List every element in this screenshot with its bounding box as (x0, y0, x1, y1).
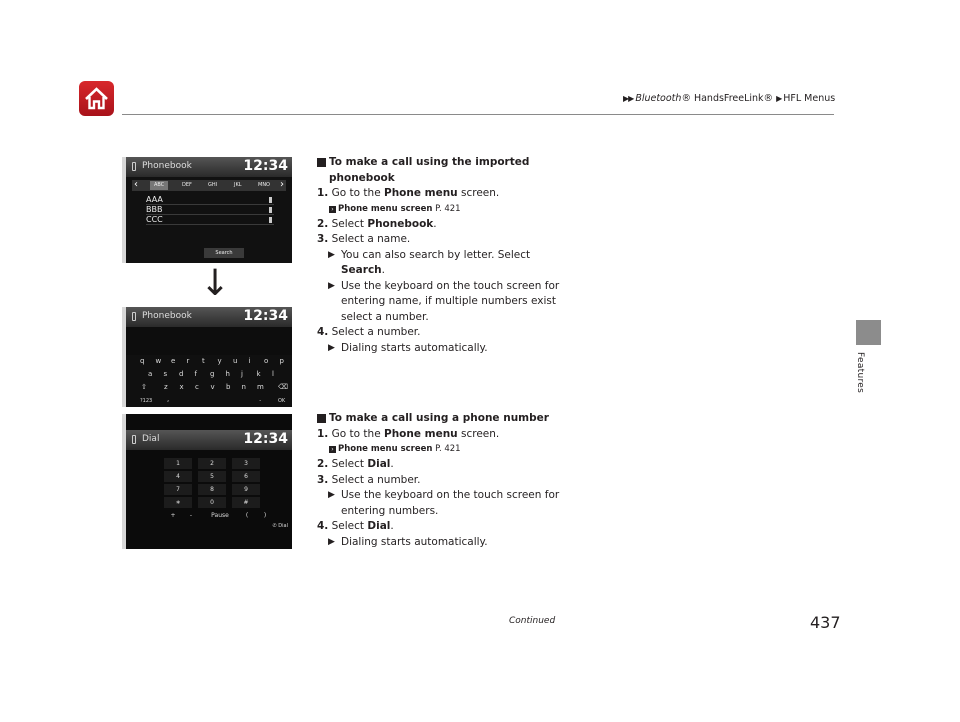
continued-label: Continued (509, 616, 556, 626)
sub-step: ▶ Dialing starts automatically. (317, 535, 577, 551)
dial-key-minus[interactable]: - (189, 512, 193, 519)
key-d[interactable]: d (179, 370, 184, 378)
breadcrumb-arrow-icon: ▶ (776, 94, 782, 103)
key-f[interactable]: f (194, 370, 197, 378)
sub-step: ▶ Use the keyboard on the touch screen for entering name, if multiple numbers exist select a number. (328, 279, 560, 323)
bullet-triangle-icon: ▶ (328, 280, 335, 291)
screen-title-bar (126, 307, 292, 327)
key-j[interactable]: j (241, 370, 243, 378)
period-key[interactable]: . (259, 395, 262, 403)
cross-reference-link[interactable]: › Phone menu screen P. 421 (317, 442, 577, 457)
breadcrumb-item-bluetooth[interactable]: Bluetooth (635, 93, 682, 104)
instructions-phone-number (317, 411, 577, 550)
key-e[interactable]: e (171, 357, 176, 365)
letter-tab-ghi[interactable]: GHI (208, 182, 218, 188)
dial-key-open-paren[interactable]: ( (245, 512, 249, 519)
step-1: 1. Go to the Phone menu screen. (317, 427, 500, 440)
key-u[interactable]: u (233, 357, 238, 365)
screen-title: Dial (142, 434, 160, 444)
home-button[interactable] (79, 81, 114, 116)
dial-key-8[interactable]: 8 (198, 484, 226, 495)
sub-step: ▶ Dialing starts automatically. (317, 341, 577, 357)
reference-arrow-icon: › (329, 446, 336, 453)
dial-key-7[interactable]: 7 (164, 484, 192, 495)
key-b[interactable]: b (226, 383, 231, 391)
dial-key-plus[interactable]: + (170, 512, 176, 519)
dial-key-hash[interactable]: # (232, 497, 260, 508)
contact-type-icon (269, 197, 272, 203)
key-o[interactable]: o (264, 357, 269, 365)
dial-key-0[interactable]: 0 (198, 497, 226, 508)
section-heading: To make a call using the imported phonebook (317, 155, 577, 186)
key-m[interactable]: m (257, 383, 264, 391)
dial-key-5[interactable]: 5 (198, 471, 226, 482)
clock: 12:34 (243, 431, 288, 447)
step-4: 4. Select a number. (317, 326, 421, 338)
step-1: 1. Go to the Phone menu screen. (317, 187, 500, 199)
key-k[interactable]: k (256, 370, 261, 378)
dial-key-star[interactable]: ∗ (164, 497, 192, 508)
key-v[interactable]: v (210, 383, 215, 391)
key-c[interactable]: c (195, 383, 199, 391)
search-button[interactable]: Search (204, 248, 244, 258)
letter-tab-mno[interactable]: MNO (258, 182, 270, 188)
cross-reference-link[interactable]: › Phone menu screen P. 421 (317, 202, 577, 217)
letter-tab-def[interactable]: DEF (182, 182, 192, 188)
mobile-phone-icon (269, 207, 272, 213)
letter-tabs (132, 180, 286, 191)
step-3: 3. Select a number. (317, 473, 421, 486)
dial-key-4[interactable]: 4 (164, 471, 192, 482)
screen-title-bar (126, 430, 292, 450)
handset-icon: ✆ (272, 523, 279, 529)
clock: 12:34 (243, 158, 288, 174)
mobile-phone-icon (269, 217, 272, 223)
key-a[interactable]: a (148, 370, 153, 378)
sub-step: ▶ You can also search by letter. Select Search. (328, 248, 531, 276)
clock: 12:34 (243, 308, 288, 324)
phone-icon (132, 435, 136, 444)
section-heading: To make a call using a phone number (317, 411, 577, 427)
letter-tab-jkl[interactable]: JKL (234, 182, 242, 188)
mode-key[interactable]: ?123 (140, 398, 153, 404)
key-n[interactable]: n (241, 383, 246, 391)
arrow-down-icon: ↓ (200, 263, 231, 304)
dial-key-2[interactable]: 2 (198, 458, 226, 469)
ok-key[interactable]: OK (278, 398, 286, 404)
on-screen-keyboard (126, 355, 292, 407)
step-3: 3. Select a name. (317, 233, 411, 245)
key-p[interactable]: p (279, 357, 284, 365)
reference-arrow-icon: › (329, 206, 336, 213)
key-s[interactable]: s (163, 370, 168, 378)
screen-title-bar (126, 157, 292, 177)
key-r[interactable]: r (186, 357, 190, 365)
step-4: 4. Select Dial. (317, 520, 394, 532)
breadcrumb-item-hfl-menus[interactable]: HFL Menus (783, 93, 836, 104)
key-l[interactable]: l (272, 370, 274, 378)
section-label: Features (855, 352, 865, 394)
key-z[interactable]: z (164, 383, 168, 391)
home-icon (83, 85, 110, 112)
bullet-triangle-icon: ▶ (328, 536, 335, 547)
dial-pad-screen (122, 414, 292, 549)
letter-tab-abc[interactable]: ABC (150, 181, 168, 190)
phone-icon (132, 312, 136, 321)
key-x[interactable]: x (179, 383, 184, 391)
key-h[interactable]: h (225, 370, 230, 378)
dial-key-6[interactable]: 6 (232, 471, 260, 482)
dial-key-pause[interactable]: Pause (211, 512, 229, 519)
key-q[interactable]: q (140, 357, 145, 365)
phonebook-list-screen (122, 157, 292, 263)
bullet-triangle-icon: ▶ (328, 342, 335, 353)
key-i[interactable]: i (248, 357, 251, 365)
list-item[interactable]: AAA (146, 195, 274, 205)
breadcrumb-item-handsfreelink[interactable]: ® HandsFreeLink® (681, 93, 774, 104)
key-w[interactable]: w (155, 357, 162, 365)
step-2: 2. Select Dial. (317, 458, 394, 470)
section-tab-marker (856, 320, 881, 345)
breadcrumb-arrow-icon: ▶▶ (623, 94, 634, 103)
breadcrumb (623, 93, 835, 104)
page-number: 437 (810, 613, 841, 632)
list-item[interactable]: BBB (146, 205, 274, 215)
sub-step: ▶ Use the keyboard on the touch screen for entering numbers. (328, 489, 560, 517)
step-2: 2. Select Phonebook. (317, 217, 437, 230)
dial-key-9[interactable]: 9 (232, 484, 260, 495)
key-t[interactable]: t (202, 357, 205, 365)
chevron-right-icon[interactable]: › (280, 179, 284, 190)
phone-icon (132, 162, 136, 171)
chevron-left-icon[interactable]: ‹ (134, 179, 138, 190)
instructions-phonebook (317, 155, 577, 356)
dial-key-close-paren[interactable]: ) (263, 512, 267, 519)
key-g[interactable]: g (210, 370, 215, 378)
shift-icon[interactable]: ⇧ (141, 383, 147, 391)
list-item[interactable]: CCC (146, 215, 274, 225)
bullet-triangle-icon: ▶ (328, 249, 335, 260)
header-divider (122, 114, 834, 115)
key-y[interactable]: y (217, 357, 222, 365)
dial-key-3[interactable]: 3 (232, 458, 260, 469)
dial-button[interactable]: ✆ Dial (272, 523, 288, 529)
screen-title: Phonebook (142, 161, 192, 171)
comma-key[interactable]: , (167, 395, 170, 403)
dial-key-1[interactable]: 1 (164, 458, 192, 469)
bullet-triangle-icon: ▶ (328, 490, 335, 500)
phonebook-keyboard-screen (122, 307, 292, 407)
backspace-icon[interactable]: ⌫ (278, 383, 288, 391)
screen-title: Phonebook (142, 311, 192, 321)
